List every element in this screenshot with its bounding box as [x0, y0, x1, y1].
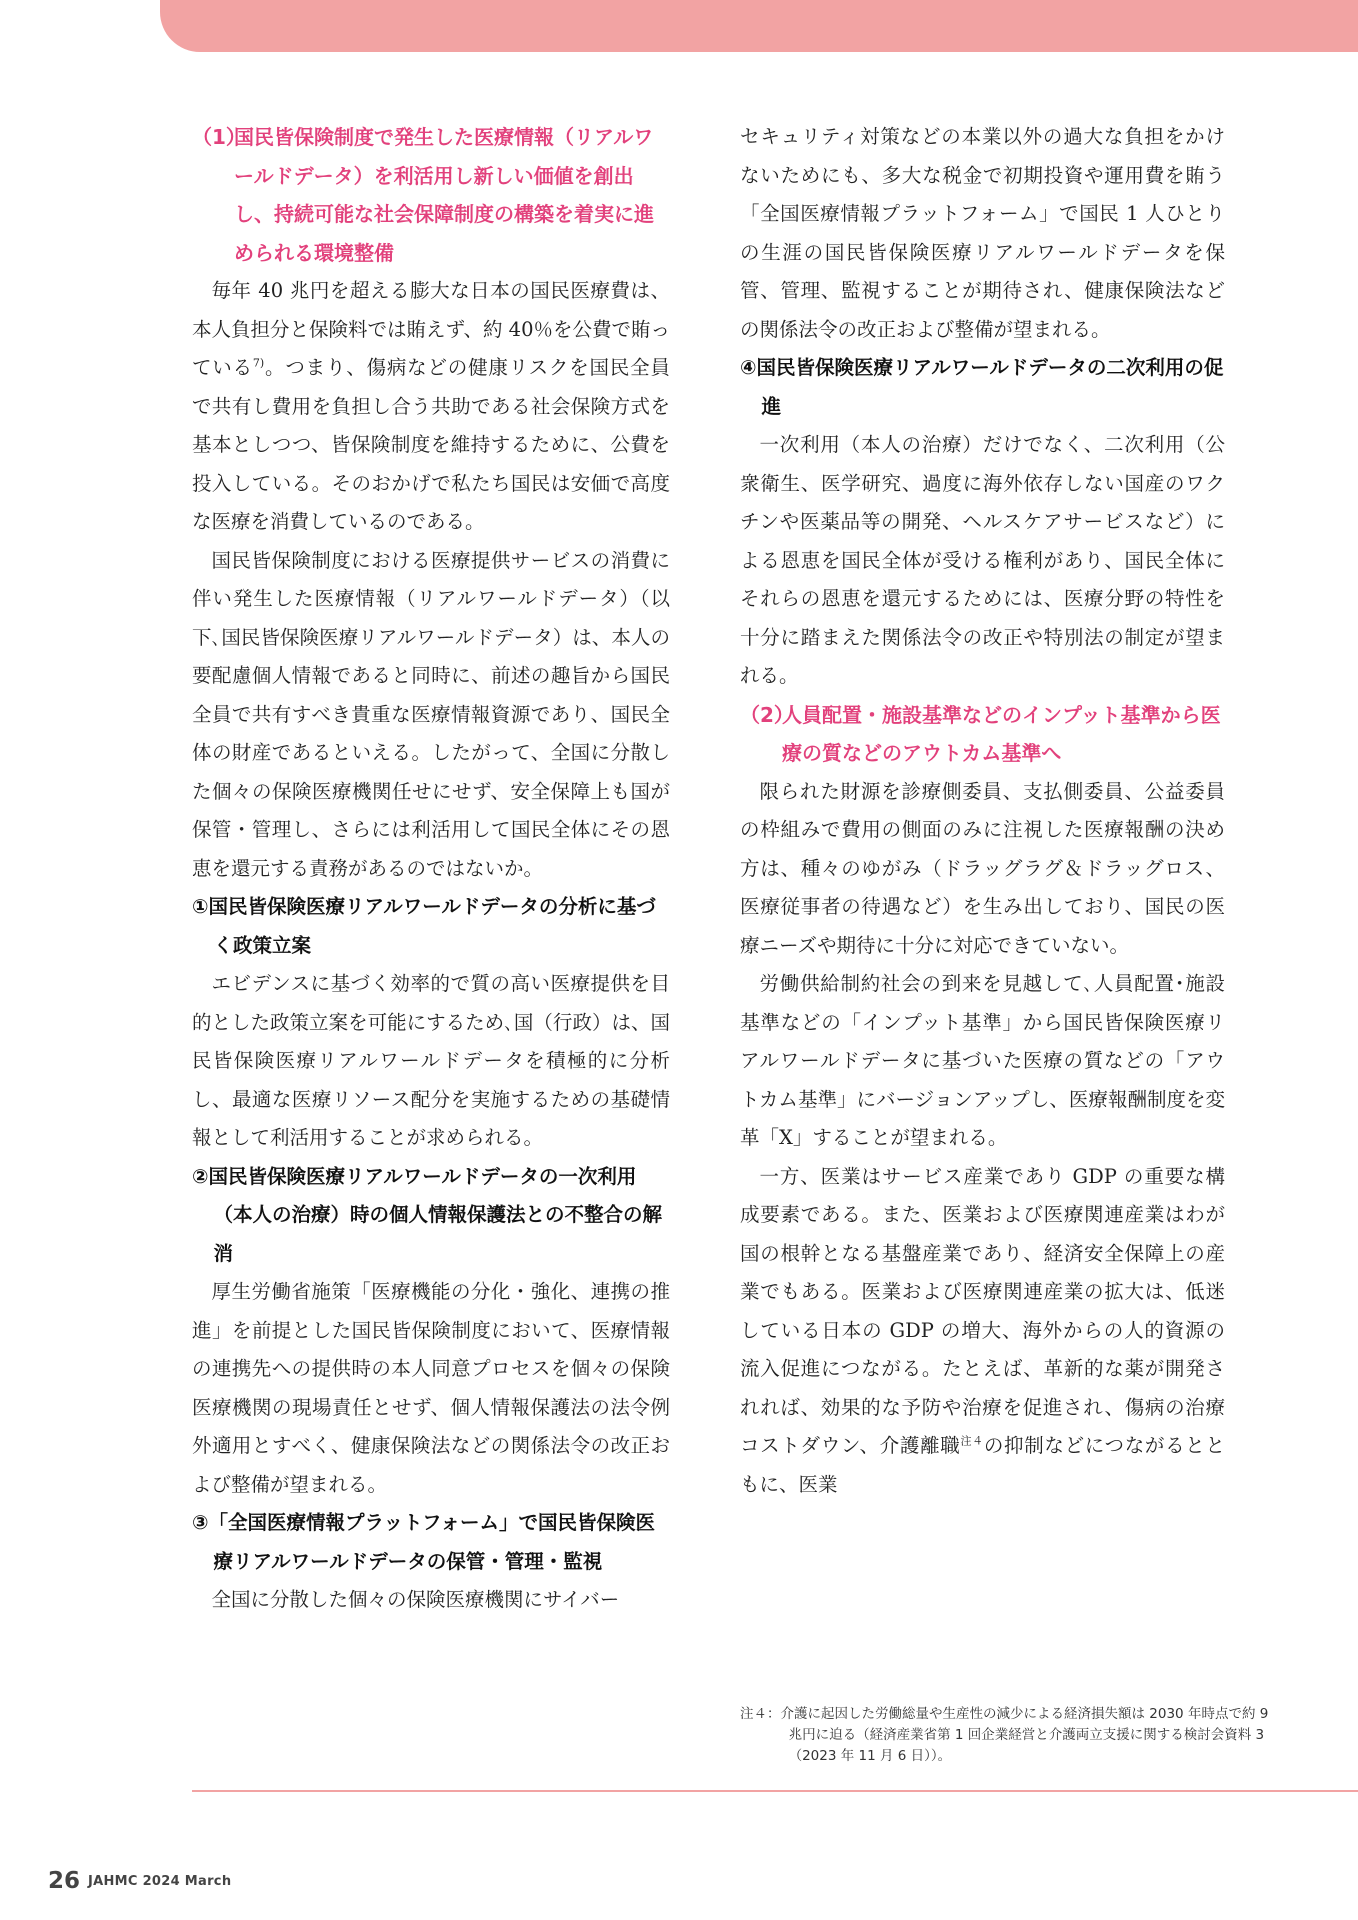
paragraph [192, 272, 670, 542]
paragraph-text: 一方、医業はサービス産業であり GDP の重要な構成要素である。また、医業および医療関連産業はわが国の根幹となる基盤産業であり、経済安全保障上の産業でもある。医業および医療関連産業の拡大は、低迷している日本の GDP の増大、海外からの人的資源の流入促進につながる。たとえば、革新的な薬が開発されれば、効果的な予防や治療を促進され、傷病の治療コストダウン、介護離職 [740, 1164, 1225, 1457]
journal-name: JAHMC 2024 March [88, 1874, 232, 1889]
paragraph-text: 毎年 40 兆円を超える膨大な日本の国民医療費は、本人負担分と保険料では賄えず、約 40％を公費で賄っている [192, 279, 670, 379]
citation: 7) [252, 356, 265, 370]
section-number: （1） [192, 125, 246, 149]
footnote: 注４：介護に起因した労働総量や生産性の減少による経済損失額は 2030 年時点で約 9 兆円に迫る（経済産業省第 1 回企業経営と介護両立支援に関する検討会資料 3（2023 年 11 月 6 日））。 [740, 1706, 1269, 1764]
section-title: 国民皆保険制度で発生した医療情報（リアルワールドデータ）を利活用し新しい価値を創出し、持続可能な社会保障制度の構築を着実に進められる環境整備 [234, 125, 654, 265]
section-heading-1 [192, 118, 670, 272]
subheading: ①国民皆保険医療リアルワールドデータの分析に基づく政策立案 [192, 895, 656, 957]
paragraph: 労働供給制約社会の到来を見越して､人員配置･施設基準などの「インプット基準」から国民皆保険医療リアルワールドデータに基づいた医療の質などの「アウトカム基準」にバージョンアップし、医療報酬制度を変革「X」することが望まれる。 [740, 972, 1225, 1149]
paragraph: セキュリティ対策などの本業以外の過大な負担をかけないためにも、多大な税金で初期投資や運用費を賄う「全国医療情報プラットフォーム」で国民 1 人ひとりの生涯の国民皆保険医療リアルワールドデータを保管、管理、監視することが期待され、健康保険法などの関係法令の改正および整備が望まれる。 [740, 125, 1225, 341]
section-number: （2） [740, 702, 794, 727]
paragraph-text: 。つまり、傷病などの健康リスクを国民全員で共有し費用を負担し合う共助である社会保険方式を基本としつつ、皆保険制度を維持するために、公費を投入している。そのおかげで私たち国民は安価で高度な医療を消費しているのである。 [192, 356, 670, 533]
subheading: ④国民皆保険医療リアルワールドデータの二次利用の促進 [740, 356, 1224, 418]
paragraph: 限られた財源を診療側委員、支払側委員、公益委員の枠組みで費用の側面のみに注視した医療報酬の決め方は、種々のゆがみ（ドラッグラグ＆ドラッグロス、医療従事者の待遇など）を生み出しており、国民の医療ニーズや期待に十分に対応できていない。 [740, 779, 1225, 957]
paragraph: エビデンスに基づく効率的で質の高い医療提供を目的とした政策立案を可能にするため､国（行政）は、国民皆保険医療リアルワールドデータを積極的に分析し、最適な医療リソース配分を実施するための基礎情報として利活用することが求められる。 [192, 972, 670, 1149]
paragraph [740, 1158, 1225, 1505]
paragraph: 国民皆保険制度における医療提供サービスの消費に伴い発生した医療情報（リアルワールドデータ）（以下､国民皆保険医療リアルワールドデータ）は、本人の要配慮個人情報であると同時に、前述の趣旨から国民全員で共有すべき貴重な医療情報資源であり、国民全体の財産であるといえる。したがって、全国に分散した個々の保険医療機関任せにせず、安全保障上も国が保管・管理し、さらには利活用して国民全体にその恩恵を還元する責務があるのではないか。 [192, 548, 670, 880]
paragraph: 厚生労働省施策「医療機能の分化・強化、連携の推進」を前提とした国民皆保険制度において、医療情報の連携先への提供時の本人同意プロセスを個々の保険医療機関の現場責任とせず、個人情報保護法の法令例外適用とすべく、健康保険法などの関係法令の改正および整備が望まれる。 [192, 1280, 670, 1496]
paragraph: 全国に分散した個々の保険医療機関にサイバー [211, 1588, 620, 1611]
footer-rule [192, 1790, 1358, 1792]
section-title: 人員配置・施設基準などのインプット基準から医療の質などのアウトカム基準へ [782, 702, 1221, 765]
subheading: ③「全国医療情報プラットフォーム」で国民皆保険医療リアルワールドデータの保管・管理・監視 [192, 1511, 656, 1573]
footnote-ref: 注４ [960, 1434, 984, 1448]
right-column [740, 118, 1225, 1504]
left-column [192, 118, 670, 1620]
subheading: ②国民皆保険医療リアルワールドデータの一次利用（本人の治療）時の個人情報保護法との不整合の解消 [192, 1164, 662, 1265]
paragraph: 一次利用（本人の治療）だけでなく、二次利用（公衆衛生、医学研究、過度に海外依存しない国産のワクチンや医薬品等の開発、ヘルスケアサービスなど）による恩恵を国民全体が受ける権利があり、国民全体にそれらの恩恵を還元するためには、医療分野の特性を十分に踏まえた関係法令の改正や特別法の制定が望まれる。 [740, 433, 1225, 687]
section-heading-2 [740, 696, 1225, 773]
header-band [160, 0, 1358, 52]
paragraph-text: の抑制などにつながるとともに、医業 [740, 1434, 1225, 1496]
page-number: 26 [48, 1868, 81, 1894]
